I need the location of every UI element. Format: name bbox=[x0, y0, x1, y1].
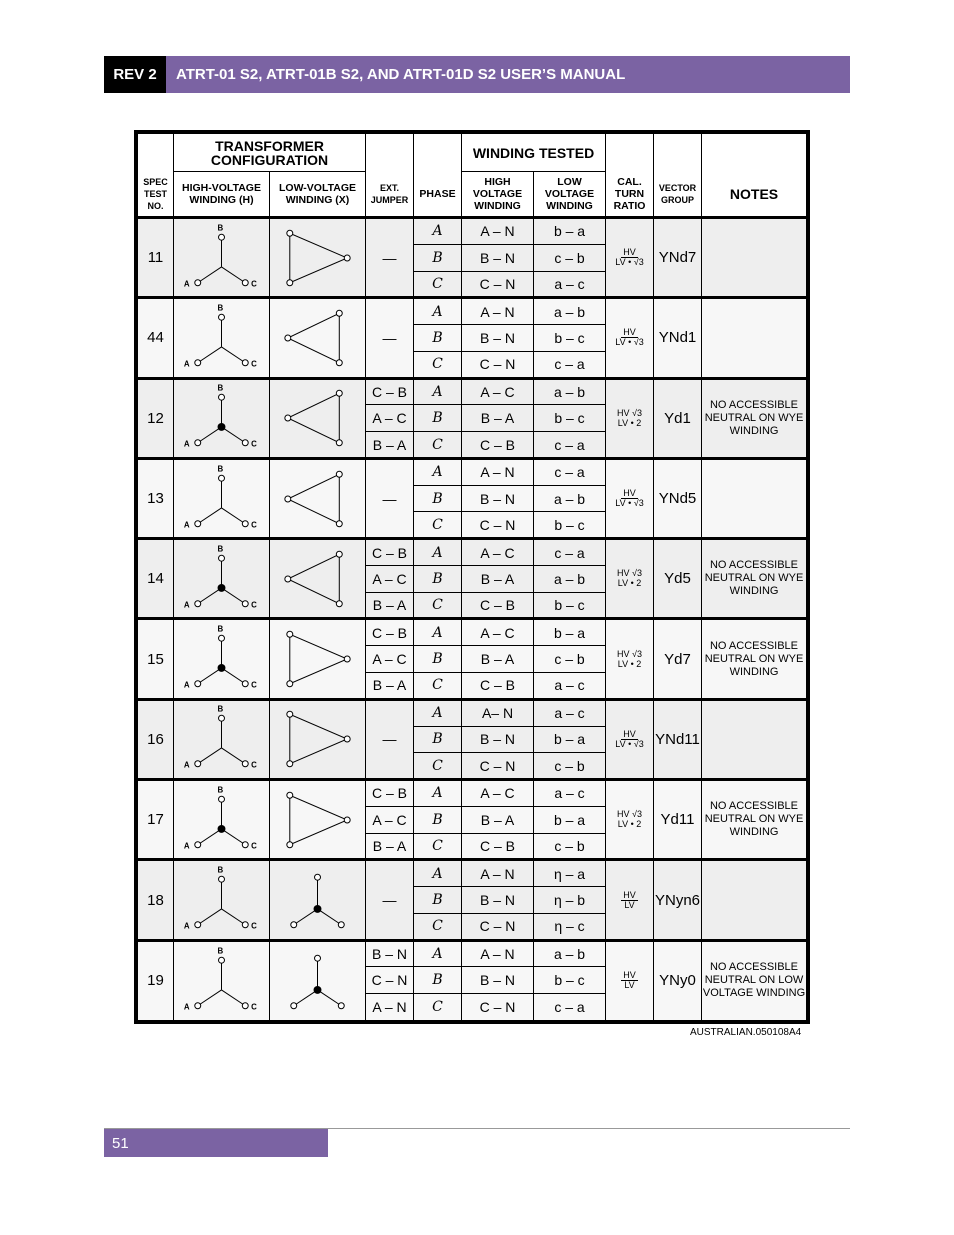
svg-text:B: B bbox=[217, 946, 224, 956]
svg-text:A: A bbox=[183, 921, 190, 931]
manual-title: ATRT-01 S2, ATRT-01B S2, AND ATRT-01D S2 USER’S MANUAL bbox=[166, 56, 850, 93]
svg-text:A: A bbox=[183, 761, 190, 771]
table-row bbox=[138, 539, 807, 566]
notes-cell bbox=[702, 699, 807, 779]
spec-test-number: 14 bbox=[138, 539, 174, 619]
turn-ratio-cell bbox=[606, 378, 654, 458]
svg-text:B: B bbox=[217, 544, 224, 554]
hv-tested-cell: A– N bbox=[462, 699, 534, 726]
turn-ratio-formula: HV √3 LV • 2 bbox=[617, 568, 642, 589]
hv-wye-diagram bbox=[174, 863, 269, 937]
ext-jumper-cell: — bbox=[366, 458, 414, 538]
hv-wye-diagram bbox=[174, 381, 269, 455]
svg-text:A: A bbox=[183, 600, 190, 610]
hv-winding-cell bbox=[174, 619, 270, 699]
turn-ratio-cell bbox=[606, 539, 654, 619]
lv-tested-cell: b – a bbox=[534, 218, 606, 245]
turn-ratio-cell bbox=[606, 218, 654, 298]
lv-winding-cell bbox=[270, 780, 366, 860]
spec-test-number: 17 bbox=[138, 780, 174, 860]
svg-text:C: C bbox=[251, 680, 257, 690]
hv-tested-cell: C – N bbox=[462, 913, 534, 940]
hv-wye-diagram bbox=[174, 944, 269, 1018]
hv-tested-cell: C – B bbox=[462, 592, 534, 619]
phase-cell: A bbox=[414, 619, 462, 646]
phase-cell: B bbox=[414, 887, 462, 914]
turn-ratio-formula: HV LV bbox=[623, 889, 636, 910]
hv-tested-cell: B – N bbox=[462, 325, 534, 352]
vector-group-cell: YNy0 bbox=[654, 940, 702, 1020]
hv-wye-diagram bbox=[174, 622, 269, 696]
turn-ratio-cell bbox=[606, 940, 654, 1020]
phase-cell: C bbox=[414, 913, 462, 940]
notes-cell bbox=[702, 218, 807, 298]
phase-cell: B bbox=[414, 726, 462, 753]
vector-group-table bbox=[134, 130, 810, 1024]
phase-cell: C bbox=[414, 512, 462, 539]
svg-text:C: C bbox=[251, 279, 257, 289]
spec-test-number: 11 bbox=[138, 218, 174, 298]
ext-jumper-cell: C – N bbox=[366, 967, 414, 994]
hv-tested-cell: C – B bbox=[462, 432, 534, 459]
table-row bbox=[138, 619, 807, 646]
corner-cell bbox=[138, 134, 174, 172]
hv-tested-cell: B – N bbox=[462, 485, 534, 512]
lv-tested-cell: c – a bbox=[534, 458, 606, 485]
phase-cell: B bbox=[414, 967, 462, 994]
notes-cell: NO ACCESSIBLE NEUTRAL ON WYE WINDING bbox=[702, 780, 807, 860]
lv-winding-cell bbox=[270, 298, 366, 378]
lv-delta-diagram bbox=[270, 381, 365, 455]
page-number: 51 bbox=[104, 1129, 328, 1157]
table-row bbox=[138, 378, 807, 405]
hv-wye-diagram bbox=[174, 301, 269, 375]
lv-tested-cell: b – c bbox=[534, 967, 606, 994]
hv-tested-cell: A – C bbox=[462, 539, 534, 566]
lv-tested-cell: c – a bbox=[534, 539, 606, 566]
lv-tested-cell: b – c bbox=[534, 512, 606, 539]
ext-jumper-cell: B – A bbox=[366, 833, 414, 860]
svg-text:C: C bbox=[251, 921, 257, 931]
turn-ratio-header: CAL. TURN RATIO bbox=[606, 172, 654, 218]
phase-cell: C bbox=[414, 673, 462, 700]
hv-winding-cell bbox=[174, 218, 270, 298]
lv-tested-cell: b – c bbox=[534, 325, 606, 352]
lv-tested-cell: c – b bbox=[534, 244, 606, 271]
hv-wye-diagram bbox=[174, 702, 269, 776]
lv-delta-diagram bbox=[270, 622, 365, 696]
hv-tested-cell: B – N bbox=[462, 967, 534, 994]
ext-jumper-cell: B – A bbox=[366, 432, 414, 459]
hv-tested-cell: C – N bbox=[462, 994, 534, 1021]
lv-winding-cell bbox=[270, 940, 366, 1020]
turn-ratio-formula: HV LV bbox=[623, 970, 636, 991]
phase-cell: C bbox=[414, 432, 462, 459]
hv-tested-cell: C – N bbox=[462, 753, 534, 780]
lv-tested-cell: c – a bbox=[534, 432, 606, 459]
notes-cell: NO ACCESSIBLE NEUTRAL ON WYE WINDING bbox=[702, 378, 807, 458]
lv-tested-cell: a – b bbox=[534, 378, 606, 405]
table-row bbox=[138, 458, 807, 485]
lv-tested-cell: c – b bbox=[534, 753, 606, 780]
lv-tested-cell: c – a bbox=[534, 351, 606, 378]
ext-jumper-cell: — bbox=[366, 218, 414, 298]
hv-tested-cell: A – C bbox=[462, 619, 534, 646]
lv-winding-cell bbox=[270, 619, 366, 699]
figure-code: AUSTRALIAN.050108A4 bbox=[690, 1027, 802, 1038]
spec-test-number: 15 bbox=[138, 619, 174, 699]
vector-group-cell: Yd5 bbox=[654, 539, 702, 619]
ext-jumper-cell: — bbox=[366, 699, 414, 779]
phase-cell: A bbox=[414, 218, 462, 245]
phase-cell: B bbox=[414, 485, 462, 512]
hv-winding-cell bbox=[174, 378, 270, 458]
ext-jumper-cell: C – B bbox=[366, 539, 414, 566]
hv-wye-diagram bbox=[174, 221, 269, 295]
rev-badge: REV 2 bbox=[104, 56, 166, 93]
vector-group-cell: Yd11 bbox=[654, 780, 702, 860]
vector-group-cell: YNd7 bbox=[654, 218, 702, 298]
lv-tested-cell: b – a bbox=[534, 726, 606, 753]
ext-jumper-cell: B – A bbox=[366, 592, 414, 619]
ext-jumper-cell: C – B bbox=[366, 619, 414, 646]
vector-group-cell: Yd7 bbox=[654, 619, 702, 699]
phase-cell: B bbox=[414, 565, 462, 592]
svg-text:A: A bbox=[183, 359, 190, 369]
lv-tested-cell: a – c bbox=[534, 699, 606, 726]
lv-tested-cell: b – a bbox=[534, 619, 606, 646]
hv-winding-cell bbox=[174, 780, 270, 860]
svg-text:C: C bbox=[251, 359, 257, 369]
phase-cell: C bbox=[414, 351, 462, 378]
table-row bbox=[138, 218, 807, 245]
hv-wye-diagram bbox=[174, 462, 269, 536]
svg-text:B: B bbox=[217, 463, 224, 473]
hv-tested-cell: A – N bbox=[462, 298, 534, 325]
phase-cell: A bbox=[414, 458, 462, 485]
phase-cell: A bbox=[414, 539, 462, 566]
notes-cell bbox=[702, 298, 807, 378]
table-row bbox=[138, 860, 807, 887]
spec-test-number: 12 bbox=[138, 378, 174, 458]
svg-text:C: C bbox=[251, 841, 257, 851]
lv-tested-cell: c – a bbox=[534, 994, 606, 1021]
turn-ratio-formula: HV √3 LV • 2 bbox=[617, 809, 642, 830]
lv-tested-cell: a – b bbox=[534, 565, 606, 592]
lv-delta-diagram bbox=[270, 301, 365, 375]
lv-tested-cell: η – b bbox=[534, 887, 606, 914]
svg-text:C: C bbox=[251, 520, 257, 530]
phase-cell: C bbox=[414, 753, 462, 780]
ext-jumper-cell: C – B bbox=[366, 780, 414, 807]
phase-cell: A bbox=[414, 860, 462, 887]
spec-test-number: 19 bbox=[138, 940, 174, 1020]
turn-ratio-formula: HV LV • √3 bbox=[615, 247, 644, 268]
svg-text:B: B bbox=[217, 624, 224, 634]
spec-test-number: 16 bbox=[138, 699, 174, 779]
svg-text:A: A bbox=[183, 279, 190, 289]
spec-test-number: 18 bbox=[138, 860, 174, 940]
vector-group-cell: Yd1 bbox=[654, 378, 702, 458]
hv-tested-cell: B – A bbox=[462, 806, 534, 833]
turn-ratio-cell bbox=[606, 619, 654, 699]
hv-tested-cell: B – N bbox=[462, 887, 534, 914]
lv-wye-diagram bbox=[270, 863, 365, 937]
notes-cell: NO ACCESSIBLE NEUTRAL ON WYE WINDING bbox=[702, 539, 807, 619]
svg-text:B: B bbox=[217, 704, 224, 714]
hv-tested-cell: A – C bbox=[462, 780, 534, 807]
hv-tested-cell: B – A bbox=[462, 646, 534, 673]
hv-winding-cell bbox=[174, 539, 270, 619]
hv-winding-cell bbox=[174, 940, 270, 1020]
ext-jumper-cell: A – C bbox=[366, 405, 414, 432]
lv-delta-diagram bbox=[270, 542, 365, 616]
lv-tested-cell: a – c bbox=[534, 673, 606, 700]
turn-ratio-cell bbox=[606, 699, 654, 779]
vector-group-cell: YNyn6 bbox=[654, 860, 702, 940]
lv-tested-cell: b – c bbox=[534, 592, 606, 619]
winding-tested-header: WINDING TESTED bbox=[462, 134, 606, 172]
svg-text:B: B bbox=[217, 785, 224, 795]
ext-jumper-cell: A – C bbox=[366, 646, 414, 673]
ext-jumper-cell: — bbox=[366, 860, 414, 940]
turn-ratio-formula: HV LV • √3 bbox=[615, 728, 644, 749]
lv-tested-cell: a – b bbox=[534, 298, 606, 325]
vector-group-cell: YNd5 bbox=[654, 458, 702, 538]
turn-ratio-cell bbox=[606, 860, 654, 940]
svg-text:B: B bbox=[217, 865, 224, 875]
lv-tested-cell: b – a bbox=[534, 806, 606, 833]
spec-test-number: 13 bbox=[138, 458, 174, 538]
lv-tested-cell: a – b bbox=[534, 940, 606, 967]
ext-jumper-cell: A – C bbox=[366, 565, 414, 592]
lv-tested-cell: a – b bbox=[534, 485, 606, 512]
hv-winding-cell bbox=[174, 699, 270, 779]
turn-ratio-formula: HV LV • √3 bbox=[615, 488, 644, 509]
phase-cell: C bbox=[414, 833, 462, 860]
turn-ratio-formula: HV LV • √3 bbox=[615, 327, 644, 348]
ext-jumper-cell: A – N bbox=[366, 994, 414, 1021]
hv-tested-header: HIGH VOLTAGE WINDING bbox=[462, 172, 534, 218]
lv-tested-cell: a – c bbox=[534, 271, 606, 298]
hv-tested-cell: B – A bbox=[462, 405, 534, 432]
hv-winding-cell bbox=[174, 860, 270, 940]
vector-group-cell: YNd11 bbox=[654, 699, 702, 779]
phase-cell: A bbox=[414, 298, 462, 325]
notes-cell bbox=[702, 458, 807, 538]
lv-winding-cell bbox=[270, 218, 366, 298]
ext-jumper-cell: A – C bbox=[366, 806, 414, 833]
phase-cell: C bbox=[414, 271, 462, 298]
svg-text:B: B bbox=[217, 383, 224, 393]
ext-jumper-header: EXT. JUMPER bbox=[366, 172, 414, 218]
hv-tested-cell: B – N bbox=[462, 244, 534, 271]
lv-tested-cell: c – b bbox=[534, 833, 606, 860]
hv-tested-cell: B – A bbox=[462, 565, 534, 592]
phase-cell: A bbox=[414, 940, 462, 967]
phase-cell: B bbox=[414, 244, 462, 271]
lv-delta-diagram bbox=[270, 702, 365, 776]
lv-tested-cell: c – b bbox=[534, 646, 606, 673]
lv-winding-cell bbox=[270, 699, 366, 779]
svg-text:C: C bbox=[251, 761, 257, 771]
ext-jumper-cell: B – N bbox=[366, 940, 414, 967]
turn-ratio-cell bbox=[606, 298, 654, 378]
vector-group-header: VECTOR GROUP bbox=[654, 172, 702, 218]
ext-jumper-cell: B – A bbox=[366, 673, 414, 700]
notes-header: NOTES bbox=[702, 172, 807, 218]
vector-group-cell: YNd1 bbox=[654, 298, 702, 378]
table-row bbox=[138, 940, 807, 967]
phase-cell: A bbox=[414, 780, 462, 807]
lv-tested-cell: η – a bbox=[534, 860, 606, 887]
svg-text:C: C bbox=[251, 600, 257, 610]
phase-cell: A bbox=[414, 699, 462, 726]
svg-text:A: A bbox=[183, 1002, 190, 1012]
spec-test-header: SPEC TEST NO. bbox=[138, 172, 174, 218]
hv-winding-cell bbox=[174, 458, 270, 538]
svg-text:C: C bbox=[251, 439, 257, 449]
turn-ratio-formula: HV √3 LV • 2 bbox=[617, 648, 642, 669]
phase-cell: B bbox=[414, 325, 462, 352]
svg-text:C: C bbox=[251, 1002, 257, 1012]
phase-cell: B bbox=[414, 806, 462, 833]
hv-tested-cell: A – N bbox=[462, 218, 534, 245]
lv-winding-cell bbox=[270, 539, 366, 619]
svg-text:A: A bbox=[183, 680, 190, 690]
svg-text:B: B bbox=[217, 222, 224, 232]
lv-delta-diagram bbox=[270, 221, 365, 295]
lv-tested-cell: b – c bbox=[534, 405, 606, 432]
svg-text:A: A bbox=[183, 841, 190, 851]
ext-jumper-cell: C – B bbox=[366, 378, 414, 405]
phase-cell: A bbox=[414, 378, 462, 405]
hv-tested-cell: C – N bbox=[462, 271, 534, 298]
lv-winding-cell bbox=[270, 378, 366, 458]
phase-cell: B bbox=[414, 405, 462, 432]
lv-tested-header: LOW VOLTAGE WINDING bbox=[534, 172, 606, 218]
lv-delta-diagram bbox=[270, 462, 365, 536]
svg-text:A: A bbox=[183, 439, 190, 449]
phase-header: PHASE bbox=[414, 172, 462, 218]
lv-winding-header: LOW-VOLTAGE WINDING (X) bbox=[270, 172, 366, 218]
spec-test-number: 44 bbox=[138, 298, 174, 378]
hv-tested-cell: A – N bbox=[462, 458, 534, 485]
lv-winding-cell bbox=[270, 860, 366, 940]
table-row bbox=[138, 780, 807, 807]
turn-ratio-cell bbox=[606, 458, 654, 538]
phase-cell: C bbox=[414, 994, 462, 1021]
hv-wye-diagram bbox=[174, 783, 269, 857]
notes-cell: NO ACCESSIBLE NEUTRAL ON LOW VOLTAGE WINDING bbox=[702, 940, 807, 1020]
hv-tested-cell: B – N bbox=[462, 726, 534, 753]
table-row bbox=[138, 699, 807, 726]
hv-tested-cell: C – N bbox=[462, 512, 534, 539]
svg-text:A: A bbox=[183, 520, 190, 530]
lv-delta-diagram bbox=[270, 783, 365, 857]
hv-wye-diagram bbox=[174, 542, 269, 616]
hv-winding-cell bbox=[174, 298, 270, 378]
phase-cell: C bbox=[414, 592, 462, 619]
hv-tested-cell: A – C bbox=[462, 378, 534, 405]
lv-wye-diagram bbox=[270, 944, 365, 1018]
lv-tested-cell: η – c bbox=[534, 913, 606, 940]
hv-tested-cell: A – N bbox=[462, 860, 534, 887]
svg-text:B: B bbox=[217, 303, 224, 313]
hv-tested-cell: C – B bbox=[462, 833, 534, 860]
lv-tested-cell: a – c bbox=[534, 780, 606, 807]
lv-winding-cell bbox=[270, 458, 366, 538]
phase-cell: B bbox=[414, 646, 462, 673]
hv-tested-cell: A – N bbox=[462, 940, 534, 967]
ext-jumper-cell: — bbox=[366, 298, 414, 378]
notes-cell: NO ACCESSIBLE NEUTRAL ON WYE WINDING bbox=[702, 619, 807, 699]
hv-tested-cell: C – N bbox=[462, 351, 534, 378]
transformer-config-header: TRANSFORMER CONFIGURATION bbox=[174, 134, 366, 172]
table-row bbox=[138, 298, 807, 325]
notes-cell bbox=[702, 860, 807, 940]
turn-ratio-cell bbox=[606, 780, 654, 860]
hv-tested-cell: C – B bbox=[462, 673, 534, 700]
turn-ratio-formula: HV √3 LV • 2 bbox=[617, 407, 642, 428]
hv-winding-header: HIGH-VOLTAGE WINDING (H) bbox=[174, 172, 270, 218]
